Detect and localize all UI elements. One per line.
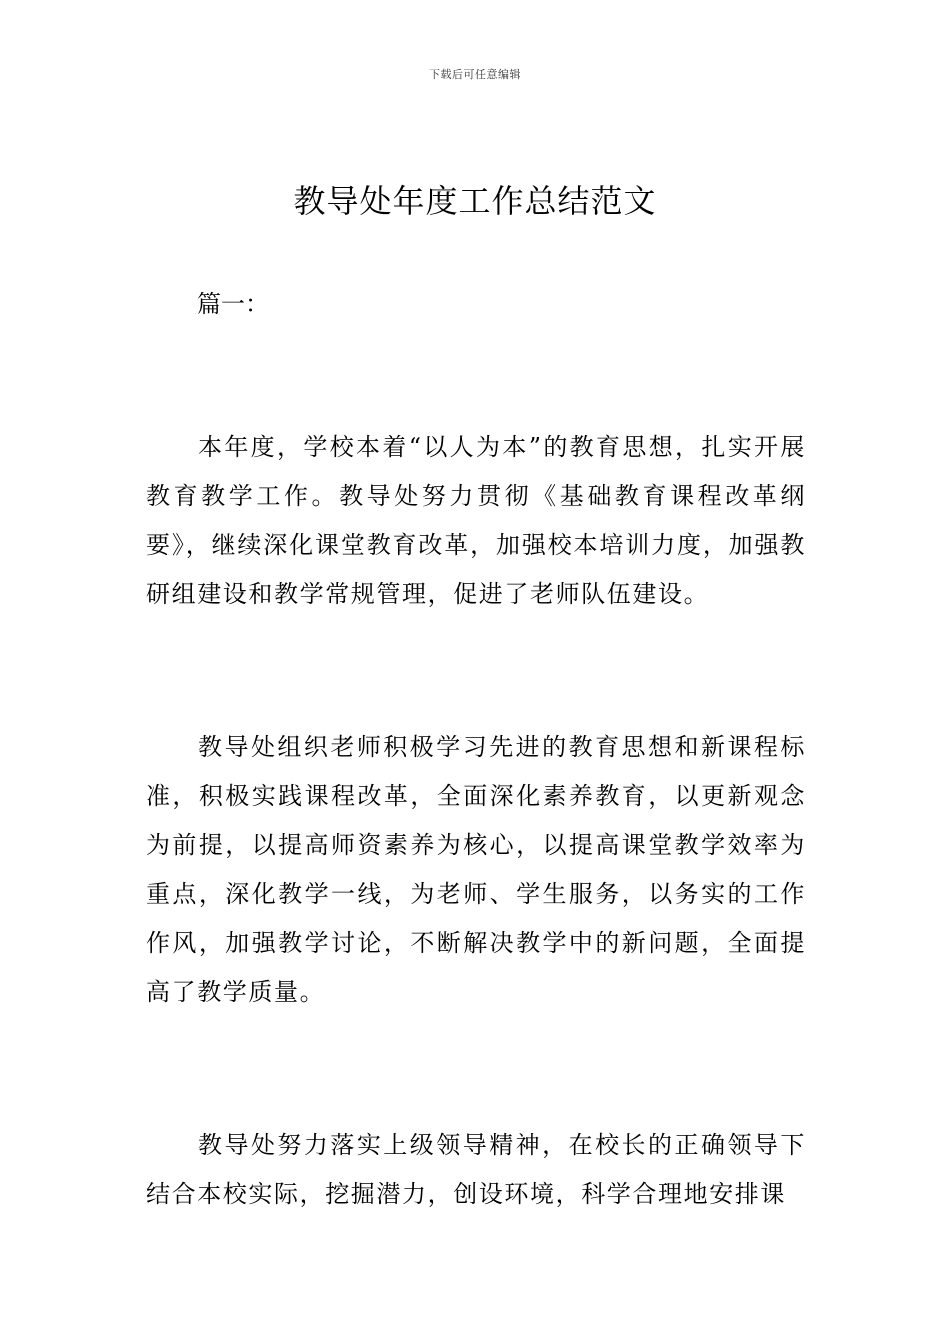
header-note: 下载后可任意编辑: [429, 68, 521, 81]
section-label: 篇一：: [197, 290, 269, 318]
paragraph-3: 教导处努力落实上级领导精神，在校长的正确领导下结合本校实际，挖掘潜力，创设环境，科学合理地安排课: [146, 1131, 806, 1208]
paragraph-2: 教导处组织老师积极学习先进的教育思想和新课程标准，积极实践课程改革，全面深化素养教育，以更新观念为前提，以提高师资素养为核心，以提高课堂教学效率为重点，深化教学一线，为老师、学生服务，以务实的工作作风，加强教学讨论，不断解决教学中的新问题，全面提高了教学质量。: [146, 733, 806, 1006]
paragraph-1: 本年度，学校本着“以人为本”的教育思想，扎实开展教育教学工作。教导处努力贯彻《基础教育课程改革纲要》，继续深化课堂教育改革，加强校本培训力度，加强教研组建设和教学常规管理，促进了老师队伍建设。: [146, 433, 806, 608]
document-title: 教导处年度工作总结范文: [293, 182, 657, 220]
